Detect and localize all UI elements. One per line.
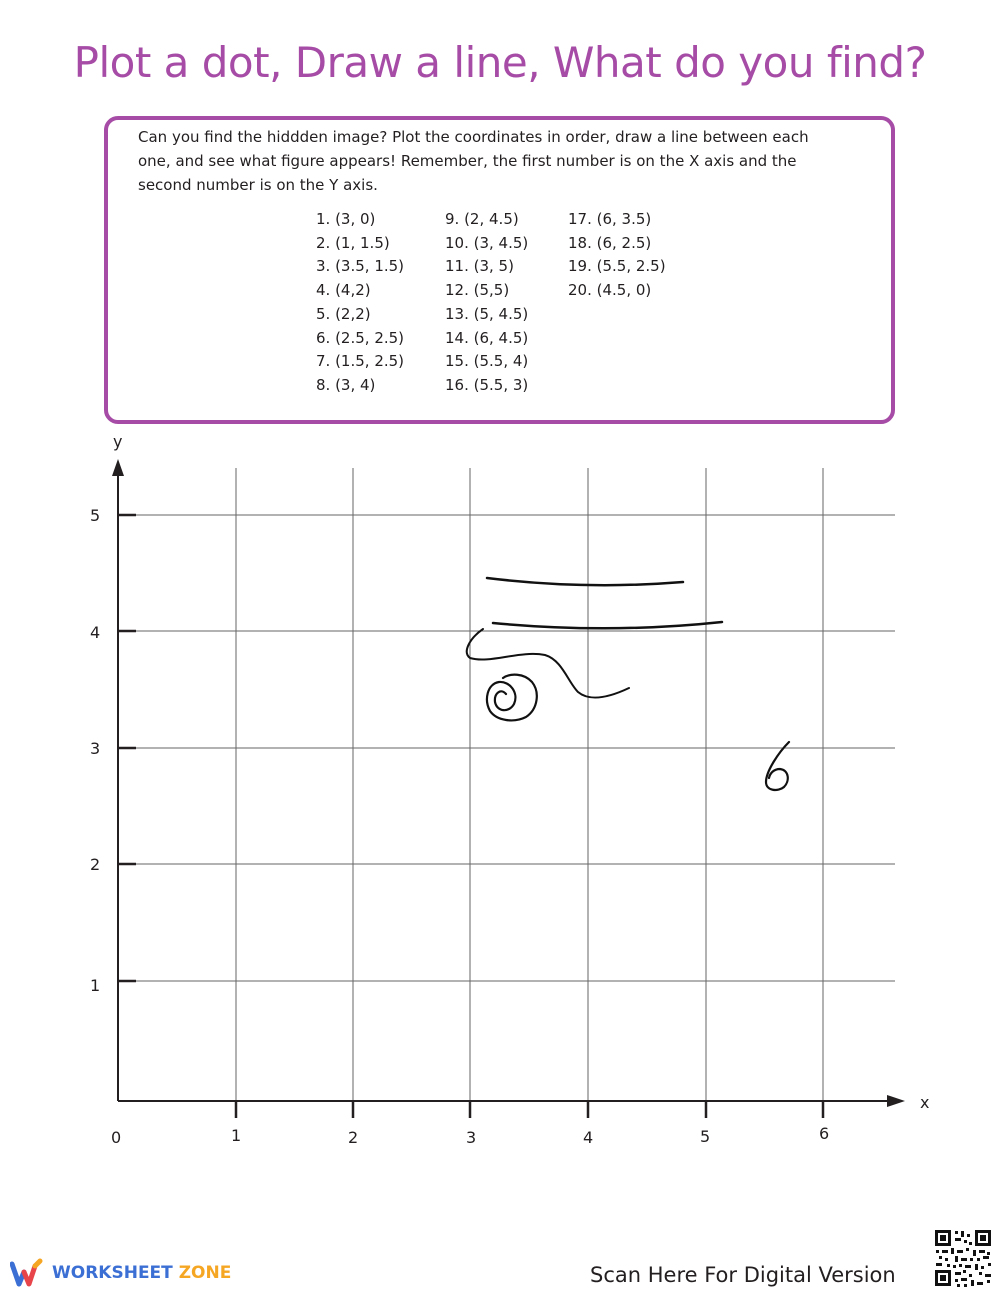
- x-tick-label: 2: [348, 1128, 359, 1147]
- coordinate-item: 8. (3, 4): [316, 375, 376, 394]
- coordinate-item: 20. (4.5, 0): [568, 281, 652, 300]
- brand-name: WORKSHEET ZONE: [52, 1263, 232, 1283]
- coordinate-item: 13. (5, 4.5): [445, 304, 529, 323]
- coordinate-item: 11. (3, 5): [445, 257, 514, 276]
- y-axis-label: y: [113, 432, 123, 451]
- y-tick-label: 1: [90, 976, 101, 995]
- instructions-text: Can you find the hiddden image? Plot the coordinates in order, draw a line between each one, and see what figure appears! Remember, the first number is on the X axis and the second number is on the Y axis.: [138, 128, 809, 194]
- x-tick-label: 4: [583, 1128, 594, 1147]
- coordinate-item: 7. (1.5, 2.5): [316, 352, 405, 371]
- page-title: Plot a dot, Draw a line, What do you find?: [73, 38, 927, 87]
- x-tick-label: 5: [700, 1127, 711, 1146]
- vertical-gridlines: [236, 468, 823, 1101]
- coordinate-item: 15. (5.5, 4): [445, 352, 529, 371]
- coordinate-item: 17. (6, 3.5): [568, 210, 652, 228]
- coordinate-item: 12. (5,5): [445, 281, 510, 300]
- w-logo-icon: [10, 1258, 46, 1288]
- pen-stroke: [493, 622, 722, 628]
- y-tick-label: 4: [90, 623, 101, 642]
- y-tick-label: 5: [90, 506, 101, 525]
- handwritten-digit-6: [766, 742, 789, 790]
- x-tick-label: 3: [466, 1128, 477, 1147]
- y-tick-label: 3: [90, 739, 101, 758]
- y-tick-marks: [118, 515, 136, 981]
- handwritten-marks: [467, 578, 789, 790]
- origin-label: 0: [111, 1128, 122, 1147]
- pen-stroke: [487, 675, 537, 721]
- scan-here-text: Scan Here For Digital Version: [590, 1263, 896, 1287]
- coordinate-item: 1. (3, 0): [316, 210, 376, 228]
- coordinate-item: 2. (1, 1.5): [316, 233, 390, 252]
- pen-stroke: [487, 578, 683, 585]
- worksheetzone-logo[interactable]: [10, 1258, 231, 1288]
- x-tick-label: 1: [231, 1126, 242, 1145]
- qr-code-icon[interactable]: [933, 1228, 993, 1288]
- coordinate-item: 19. (5.5, 2.5): [568, 257, 666, 276]
- coordinate-item: 4. (4,2): [316, 281, 371, 300]
- coordinate-item: 6. (2.5, 2.5): [316, 328, 405, 347]
- x-tick-label: 6: [819, 1124, 830, 1143]
- y-axis-arrow: [112, 459, 124, 476]
- coordinate-item: 9. (2, 4.5): [445, 210, 519, 228]
- coordinate-item: 14. (6, 4.5): [445, 328, 529, 347]
- coordinate-item: 3. (3.5, 1.5): [316, 257, 405, 276]
- coordinate-item: 18. (6, 2.5): [568, 233, 652, 252]
- horizontal-gridlines: [118, 515, 895, 981]
- y-tick-label: 2: [90, 855, 101, 874]
- coordinate-item: 5. (2,2): [316, 304, 371, 323]
- x-tick-marks: [236, 1101, 823, 1118]
- coordinate-item: 10. (3, 4.5): [445, 233, 529, 252]
- coordinate-item: 16. (5.5, 3): [445, 375, 529, 394]
- x-axis-arrow: [887, 1095, 905, 1107]
- x-axis-label: x: [920, 1093, 930, 1112]
